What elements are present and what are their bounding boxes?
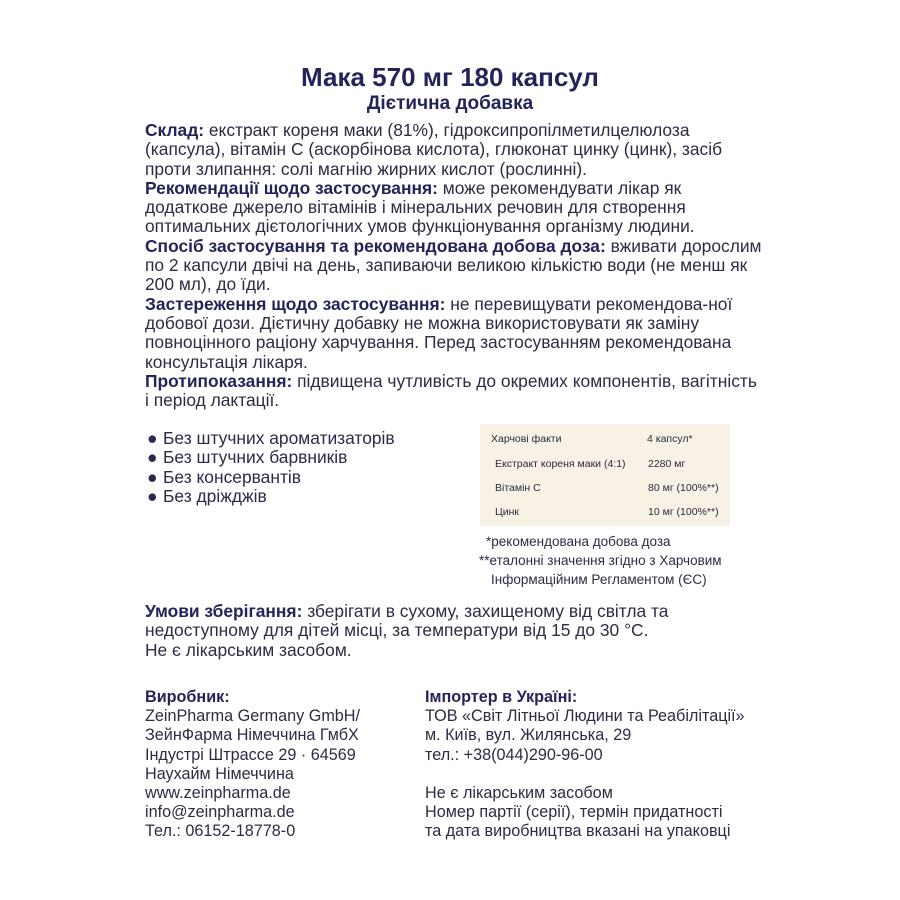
storage-not-medicine: Не є лікарським засобом.: [145, 639, 352, 660]
bullet-icon: ●: [147, 428, 158, 448]
facts-header-value: 4 капсул*: [647, 433, 693, 445]
feature-text: Без консервантів: [163, 466, 302, 487]
contraindications-label: Протипоказання:: [145, 370, 293, 391]
warnings-label: Застереження щодо застосування:: [145, 293, 446, 314]
list-item: [145, 468, 395, 487]
warnings-paragraph: [145, 295, 765, 372]
spacer: [425, 765, 745, 784]
recommendations-text: може рекомендувати лікар як додаткове джерело вітамінів і мінеральних речовин для створення оптимальних дієтологічних умов функціонування організму людини.: [145, 177, 695, 237]
feature-list: [145, 429, 395, 506]
importer-extra-line: Не є лікарським засобом: [425, 783, 613, 802]
dosage-text: вживати дорослим по 2 капсули двічі на день, запиваючи великою кількістю води (не менш як 200 мл), до їди.: [145, 235, 762, 295]
composition-paragraph: [145, 121, 765, 179]
list-item: [145, 487, 395, 506]
footnote-regulation: Інформаційним Регламентом (ЄС): [491, 572, 707, 587]
facts-row-value: 2280 мг: [648, 458, 686, 470]
importer-block: [425, 688, 745, 841]
dosage-paragraph: [145, 237, 765, 295]
importer-extra-line: Номер партії (серії), термін придатності: [425, 803, 723, 822]
storage-text: зберігати в сухому, захищеному від світла та недоступному для дітей місці, за температури від 15 до 30 °С.: [145, 601, 669, 641]
facts-row-value: 80 мг (100%**): [648, 482, 719, 494]
manufacturer-label: Виробник:: [145, 688, 230, 706]
warnings-text: не перевищувати рекомендова-ної добової дози. Дієтичну добавку не можна використовувати як заміну повноцінного раціону харчування. Перед застосуванням рекомендована консультація лікаря.: [145, 293, 733, 372]
recommendations-paragraph: [145, 179, 765, 237]
list-item: [145, 448, 395, 467]
footnote-reference-values: **еталонні значення згідно з Харчовим: [479, 553, 722, 568]
composition-text: екстракт кореня маки (81%), гідроксипропілметилцелюлоза (капсула), вітамін С (аскорбінова кислота), глюконат цинку (цинк), засіб проти злипання: солі магнію жирних кислот (рослинні).: [145, 120, 723, 179]
importer-extra-line: та дата виробництва вказані на упаковці: [425, 822, 731, 841]
product-description: [145, 121, 765, 410]
manufacturer-line: ЗейнФарма Німеччина ГмбХ: [145, 726, 359, 745]
facts-row-name: Цинк: [495, 506, 520, 518]
facts-row-name: Вітамін С: [495, 482, 541, 494]
feature-text: Без штучних барвників: [163, 447, 348, 468]
list-item: [145, 429, 395, 448]
manufacturer-line: Наухайм Німеччина: [145, 764, 294, 783]
footnote-daily-dose: *рекомендована добова доза: [486, 534, 671, 549]
facts-row-name: Екстракт кореня маки (4:1): [495, 458, 626, 470]
composition-label: Склад:: [145, 120, 205, 140]
recommendations-label: Рекомендації щодо застосування:: [145, 177, 438, 198]
dosage-label: Спосіб застосування та рекомендована добова доза:: [145, 235, 606, 256]
manufacturer-website: www.zeinpharma.de: [145, 784, 291, 803]
manufacturer-line: Індустрі Штрассе 29 · 64569: [145, 745, 356, 764]
contraindications-paragraph: [145, 372, 765, 411]
bullet-icon: ●: [147, 447, 158, 468]
manufacturer-block: [145, 688, 360, 842]
storage-paragraph: [145, 602, 765, 641]
manufacturer-line: ZeinPharma Germany GmbH/: [145, 707, 360, 726]
manufacturer-email: info@zeinpharma.de: [145, 803, 295, 822]
storage-conditions: [145, 602, 765, 660]
product-title: Мака 570 мг 180 капсул: [301, 62, 599, 92]
bullet-icon: ●: [147, 485, 158, 506]
feature-text: Без штучних ароматизаторів: [163, 428, 395, 448]
facts-header-name: Харчові факти: [491, 433, 562, 445]
nutrition-facts-table: [480, 424, 730, 526]
product-subtitle: Дієтична добавка: [366, 93, 534, 114]
feature-text: Без дріжджів: [163, 485, 267, 506]
importer-label: Імпортер в Україні:: [425, 688, 578, 706]
bullet-icon: ●: [147, 466, 158, 487]
facts-row-value: 10 мг (100%**): [648, 506, 719, 518]
importer-line: м. Київ, вул. Жилянська, 29: [425, 726, 632, 745]
importer-line: ТОВ «Світ Літньої Людини та Реабілітації»: [425, 707, 745, 726]
importer-phone: тел.: +38(044)290-96-00: [425, 745, 603, 764]
contraindications-text: підвищена чутливість до окремих компонентів, вагітність і період лактації.: [145, 370, 757, 411]
storage-label: Умови зберігання:: [145, 601, 303, 621]
manufacturer-phone: Тел.: 06152-18778-0: [145, 822, 296, 841]
